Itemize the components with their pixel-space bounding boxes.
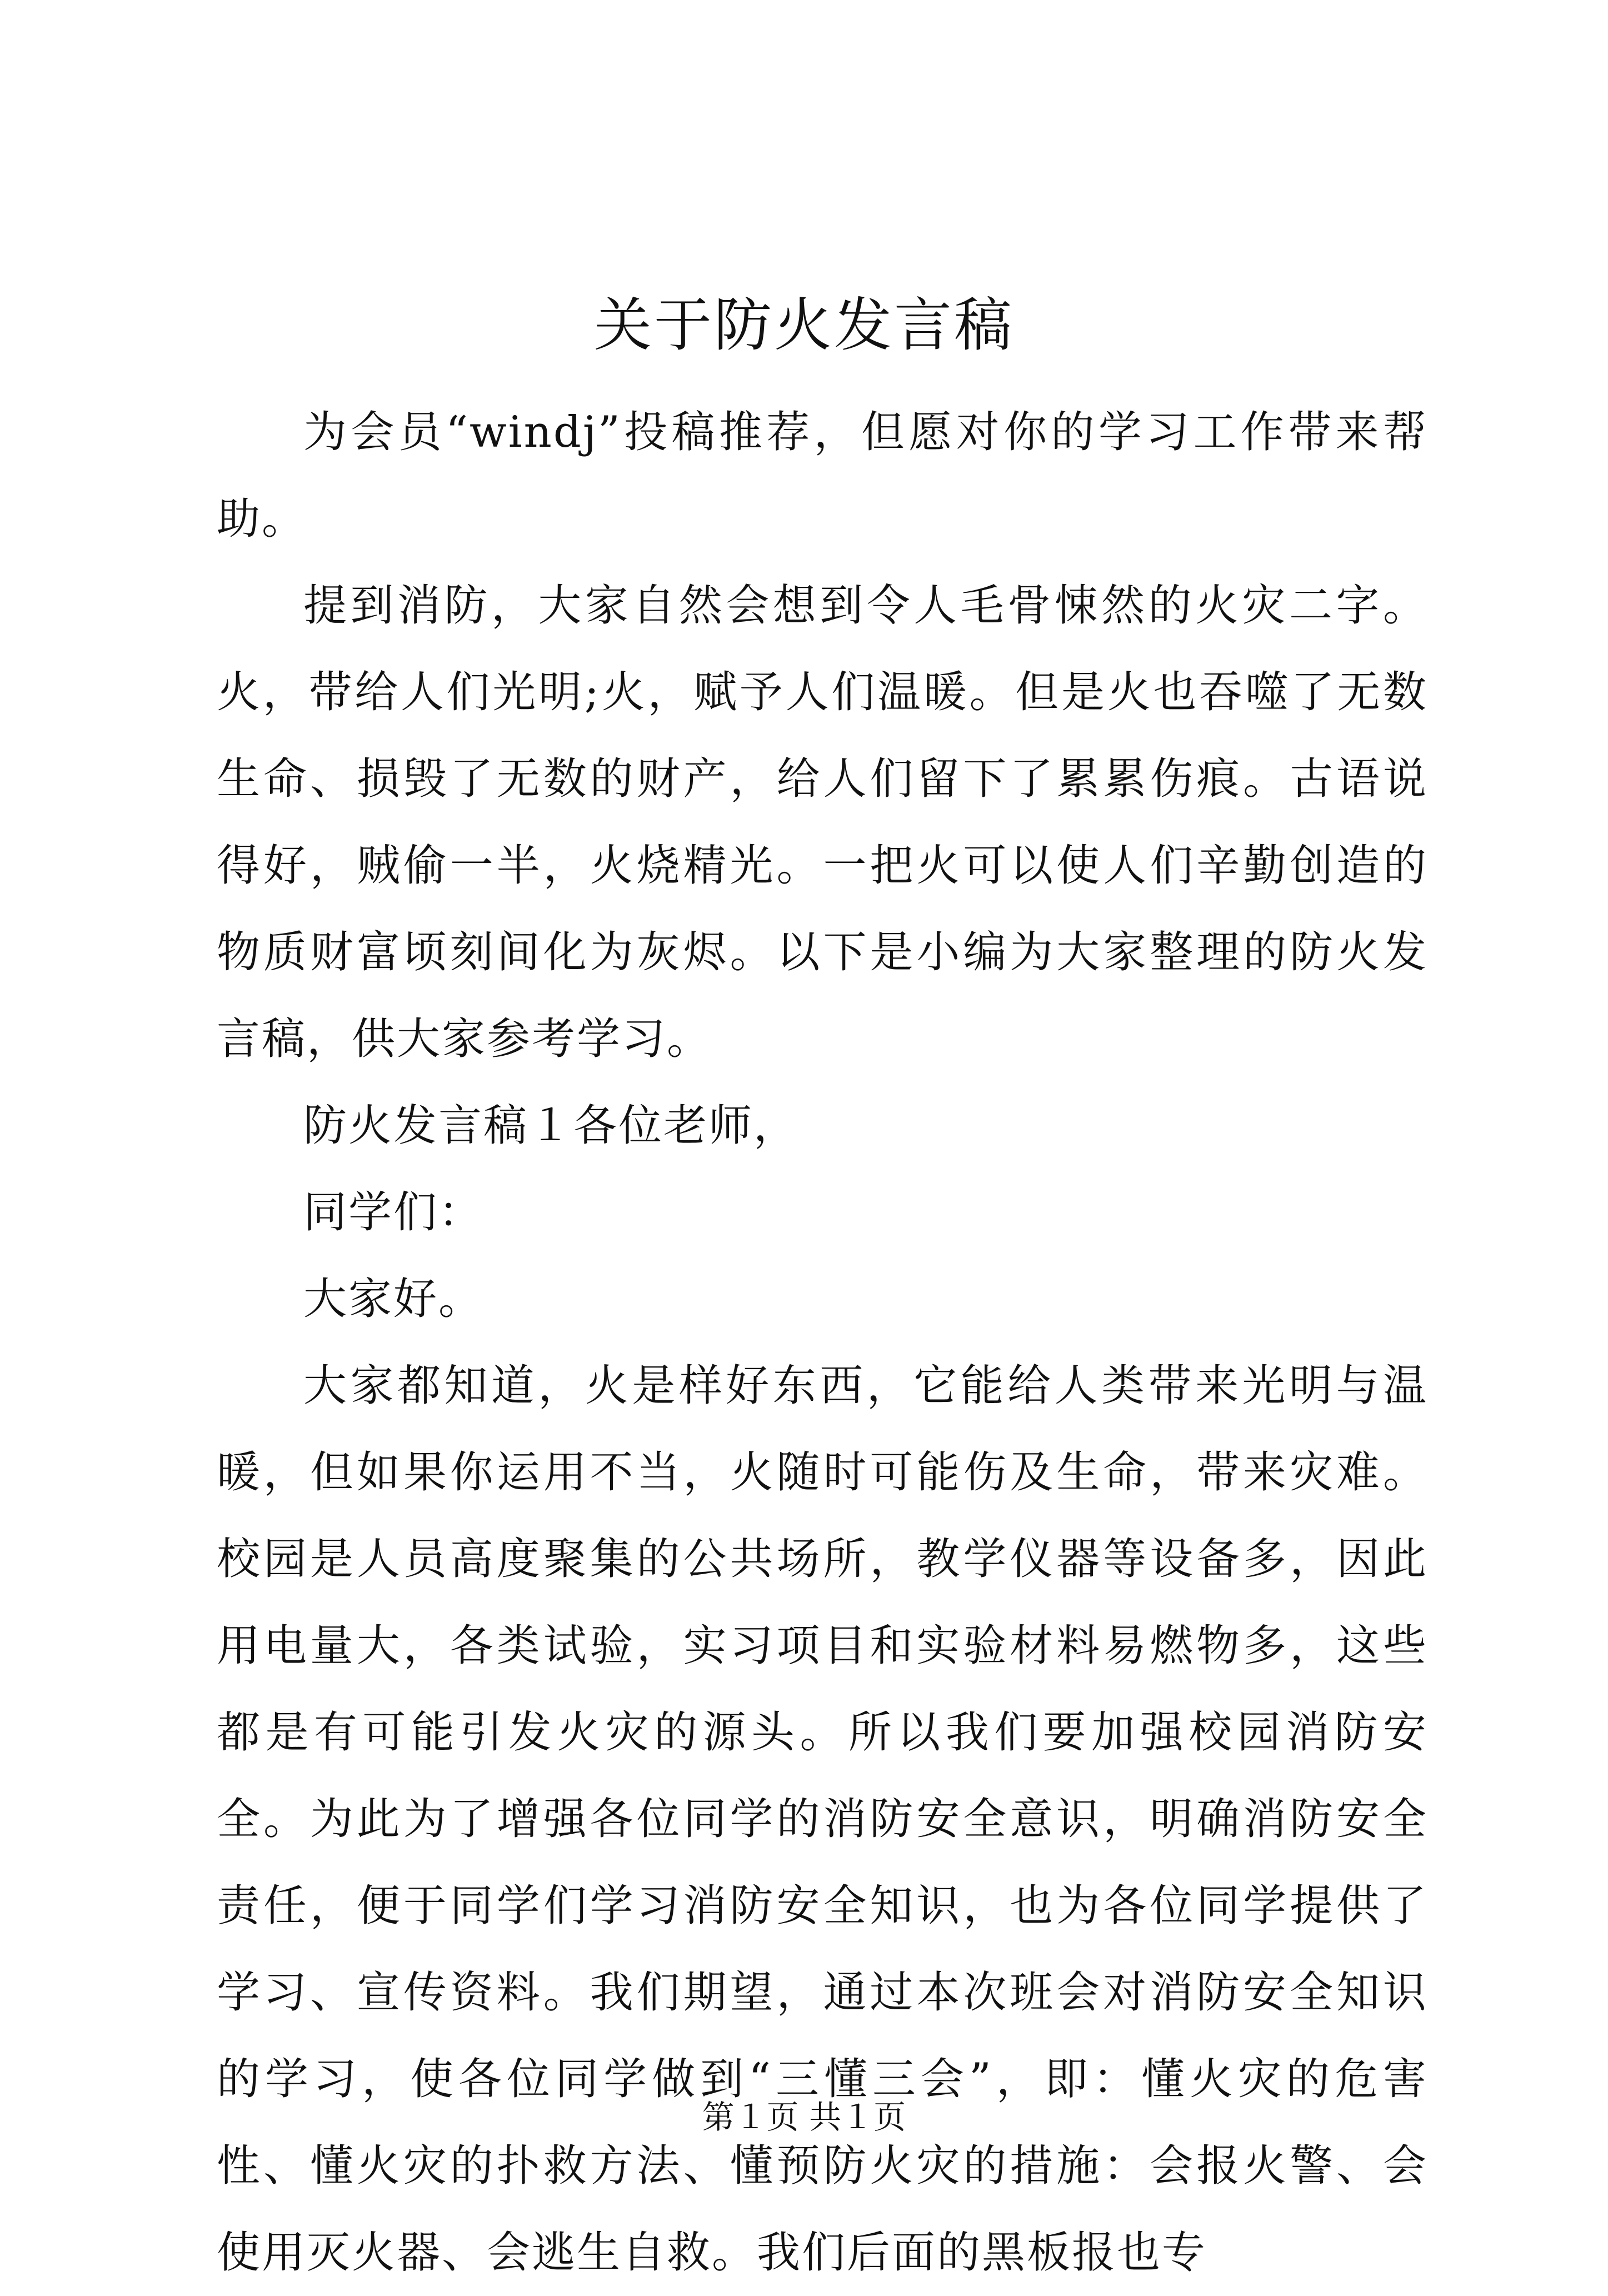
paragraph-intro: 为会员“windj”投稿推荐，但愿对你的学习工作带来帮助。 (217, 407, 1428, 544)
page-number-footer: 第１页 共１页 (702, 2098, 906, 2136)
paragraph-speech-heading: 防火发言稿１各位老师， (303, 1101, 799, 1151)
paragraph-fire-overview: 提到消防，大家自然会想到令人毛骨悚然的火灾二字。火，带给人们光明;火，赋予人们温暖。但是火也吞噬了无数生命、损毁了无数的财产，给人们留下了累累伤痕。古语说得好，贼偷一半，火烧精光。一把火可以使人们辛勤创造的物质财富顷刻间化为灰烬。以下是小编为大家整理的防火发言稿，供大家参考学习。 (217, 581, 1428, 1064)
document-body (217, 389, 1428, 2296)
paragraph-greeting: 大家好。 (303, 1274, 484, 1324)
paragraph-speech-body: 大家都知道，火是样好东西，它能给人类带来光明与温暖，但如果你运用不当，火随时可能伤及生命，带来灾难。校园是人员高度聚集的公共场所，教学仪器等设备多，因此用电量大，各类试验，实习项目和实验材料易燃物多，这些都是有可能引发火灾的源头。所以我们要加强校园消防安全。为此为了增强各位同学的消防安全意识，明确消防安全责任，便于同学们学习消防安全知识，也为各位同学提供了学习、宣传资料。我们期望，通过本次班会对消防安全知识的学习，使各位同学做到“三懂三会”，即：懂火灾的危害性、懂火灾的扑救方法、懂预防火灾的措施：会报火警、会使用灭火器、会逃生自救。我们后面的黑板报也专 (217, 1361, 1428, 2278)
document-title: 关于防火发言稿 (593, 291, 1014, 359)
paragraph-salutation: 同学们： (303, 1187, 484, 1237)
